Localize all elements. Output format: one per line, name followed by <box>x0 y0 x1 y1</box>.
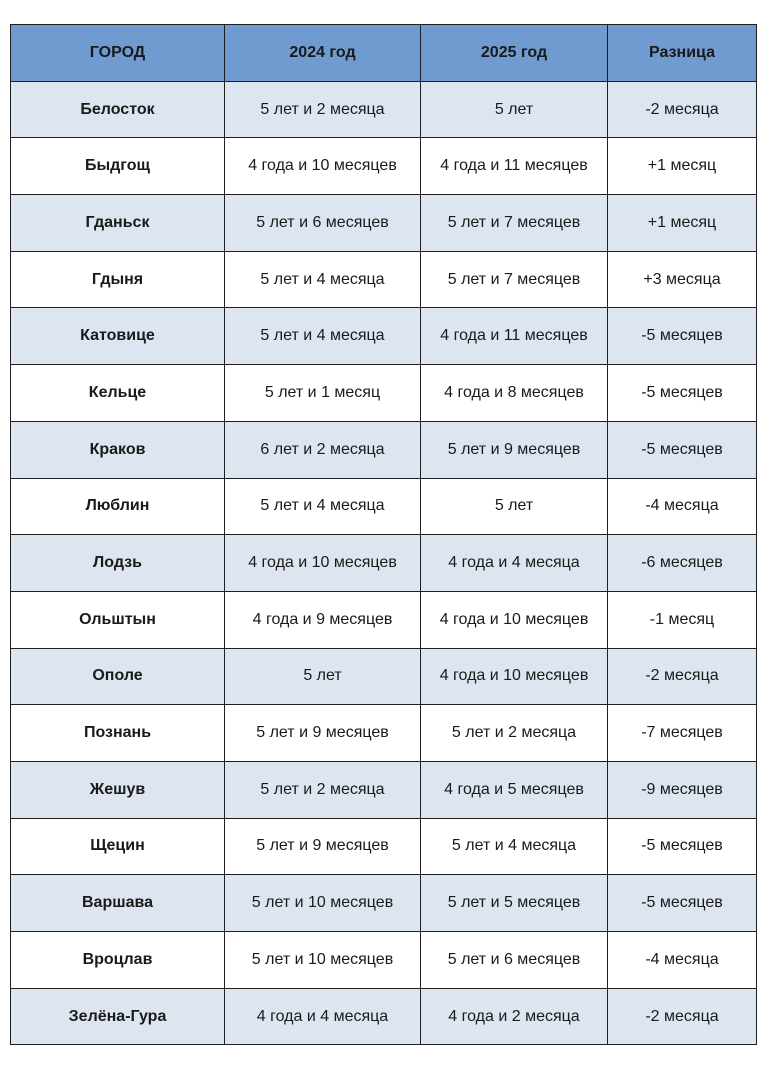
value-2024-cell: 5 лет <box>225 648 421 705</box>
table-row <box>11 195 757 252</box>
difference-cell: -2 месяца <box>608 81 757 138</box>
difference-cell: -5 месяцев <box>608 875 757 932</box>
value-2025-cell: 5 лет и 4 месяца <box>421 818 608 875</box>
city-cell: Краков <box>11 421 225 478</box>
city-cell: Ольштын <box>11 591 225 648</box>
value-2024-cell: 5 лет и 2 месяца <box>225 81 421 138</box>
value-2025-cell: 4 года и 11 месяцев <box>421 138 608 195</box>
difference-cell: -4 месяца <box>608 932 757 989</box>
difference-cell: -4 месяца <box>608 478 757 535</box>
table-row <box>11 648 757 705</box>
difference-cell: -6 месяцев <box>608 535 757 592</box>
value-2024-cell: 6 лет и 2 месяца <box>225 421 421 478</box>
city-cell: Вроцлав <box>11 932 225 989</box>
table-row <box>11 138 757 195</box>
table-row <box>11 478 757 535</box>
value-2025-cell: 5 лет <box>421 81 608 138</box>
value-2024-cell: 4 года и 4 месяца <box>225 988 421 1045</box>
difference-cell: -5 месяцев <box>608 365 757 422</box>
city-cell: Гданьск <box>11 195 225 252</box>
city-cell: Лодзь <box>11 535 225 592</box>
difference-cell: -5 месяцев <box>608 421 757 478</box>
value-2025-cell: 4 года и 5 месяцев <box>421 761 608 818</box>
value-2025-cell: 5 лет <box>421 478 608 535</box>
table-row <box>11 535 757 592</box>
value-2024-cell: 5 лет и 9 месяцев <box>225 705 421 762</box>
table-row <box>11 988 757 1045</box>
difference-cell: -5 месяцев <box>608 818 757 875</box>
city-cell: Щецин <box>11 818 225 875</box>
value-2025-cell: 4 года и 10 месяцев <box>421 648 608 705</box>
value-2025-cell: 4 года и 2 месяца <box>421 988 608 1045</box>
value-2024-cell: 5 лет и 2 месяца <box>225 761 421 818</box>
value-2024-cell: 5 лет и 4 месяца <box>225 251 421 308</box>
difference-cell: -1 месяц <box>608 591 757 648</box>
header-2024: 2024 год <box>225 25 421 82</box>
city-cell: Люблин <box>11 478 225 535</box>
value-2025-cell: 5 лет и 6 месяцев <box>421 932 608 989</box>
value-2024-cell: 5 лет и 6 месяцев <box>225 195 421 252</box>
value-2025-cell: 4 года и 4 месяца <box>421 535 608 592</box>
value-2025-cell: 4 года и 11 месяцев <box>421 308 608 365</box>
city-cell: Познань <box>11 705 225 762</box>
city-cell: Варшава <box>11 875 225 932</box>
table-row <box>11 875 757 932</box>
city-cell: Ополе <box>11 648 225 705</box>
difference-cell: -2 месяца <box>608 648 757 705</box>
table-row <box>11 365 757 422</box>
value-2025-cell: 5 лет и 7 месяцев <box>421 251 608 308</box>
value-2024-cell: 5 лет и 9 месяцев <box>225 818 421 875</box>
value-2025-cell: 5 лет и 9 месяцев <box>421 421 608 478</box>
header-row <box>11 25 757 82</box>
table-row <box>11 818 757 875</box>
table-row <box>11 705 757 762</box>
value-2024-cell: 4 года и 10 месяцев <box>225 535 421 592</box>
value-2024-cell: 5 лет и 10 месяцев <box>225 932 421 989</box>
value-2025-cell: 5 лет и 2 месяца <box>421 705 608 762</box>
value-2024-cell: 4 года и 9 месяцев <box>225 591 421 648</box>
value-2024-cell: 4 года и 10 месяцев <box>225 138 421 195</box>
value-2024-cell: 5 лет и 4 месяца <box>225 308 421 365</box>
difference-cell: -7 месяцев <box>608 705 757 762</box>
value-2025-cell: 4 года и 10 месяцев <box>421 591 608 648</box>
city-cell: Кельце <box>11 365 225 422</box>
city-cell: Гдыня <box>11 251 225 308</box>
value-2025-cell: 5 лет и 5 месяцев <box>421 875 608 932</box>
city-cell: Белосток <box>11 81 225 138</box>
city-cell: Быдгощ <box>11 138 225 195</box>
table-row <box>11 251 757 308</box>
city-cell: Катовице <box>11 308 225 365</box>
table-body <box>11 81 757 1045</box>
difference-cell: -5 месяцев <box>608 308 757 365</box>
value-2024-cell: 5 лет и 4 месяца <box>225 478 421 535</box>
table-header <box>11 25 757 82</box>
header-2025: 2025 год <box>421 25 608 82</box>
table-row <box>11 308 757 365</box>
table-row <box>11 932 757 989</box>
city-cell: Зелёна-Гура <box>11 988 225 1045</box>
value-2025-cell: 4 года и 8 месяцев <box>421 365 608 422</box>
city-comparison-table <box>10 24 757 1045</box>
difference-cell: +3 месяца <box>608 251 757 308</box>
table-row <box>11 81 757 138</box>
difference-cell: -2 месяца <box>608 988 757 1045</box>
value-2024-cell: 5 лет и 1 месяц <box>225 365 421 422</box>
table-row <box>11 761 757 818</box>
city-cell: Жешув <box>11 761 225 818</box>
table-row <box>11 591 757 648</box>
difference-cell: +1 месяц <box>608 195 757 252</box>
value-2024-cell: 5 лет и 10 месяцев <box>225 875 421 932</box>
difference-cell: -9 месяцев <box>608 761 757 818</box>
header-difference: Разница <box>608 25 757 82</box>
difference-cell: +1 месяц <box>608 138 757 195</box>
header-city: ГОРОД <box>11 25 225 82</box>
value-2025-cell: 5 лет и 7 месяцев <box>421 195 608 252</box>
table-row <box>11 421 757 478</box>
